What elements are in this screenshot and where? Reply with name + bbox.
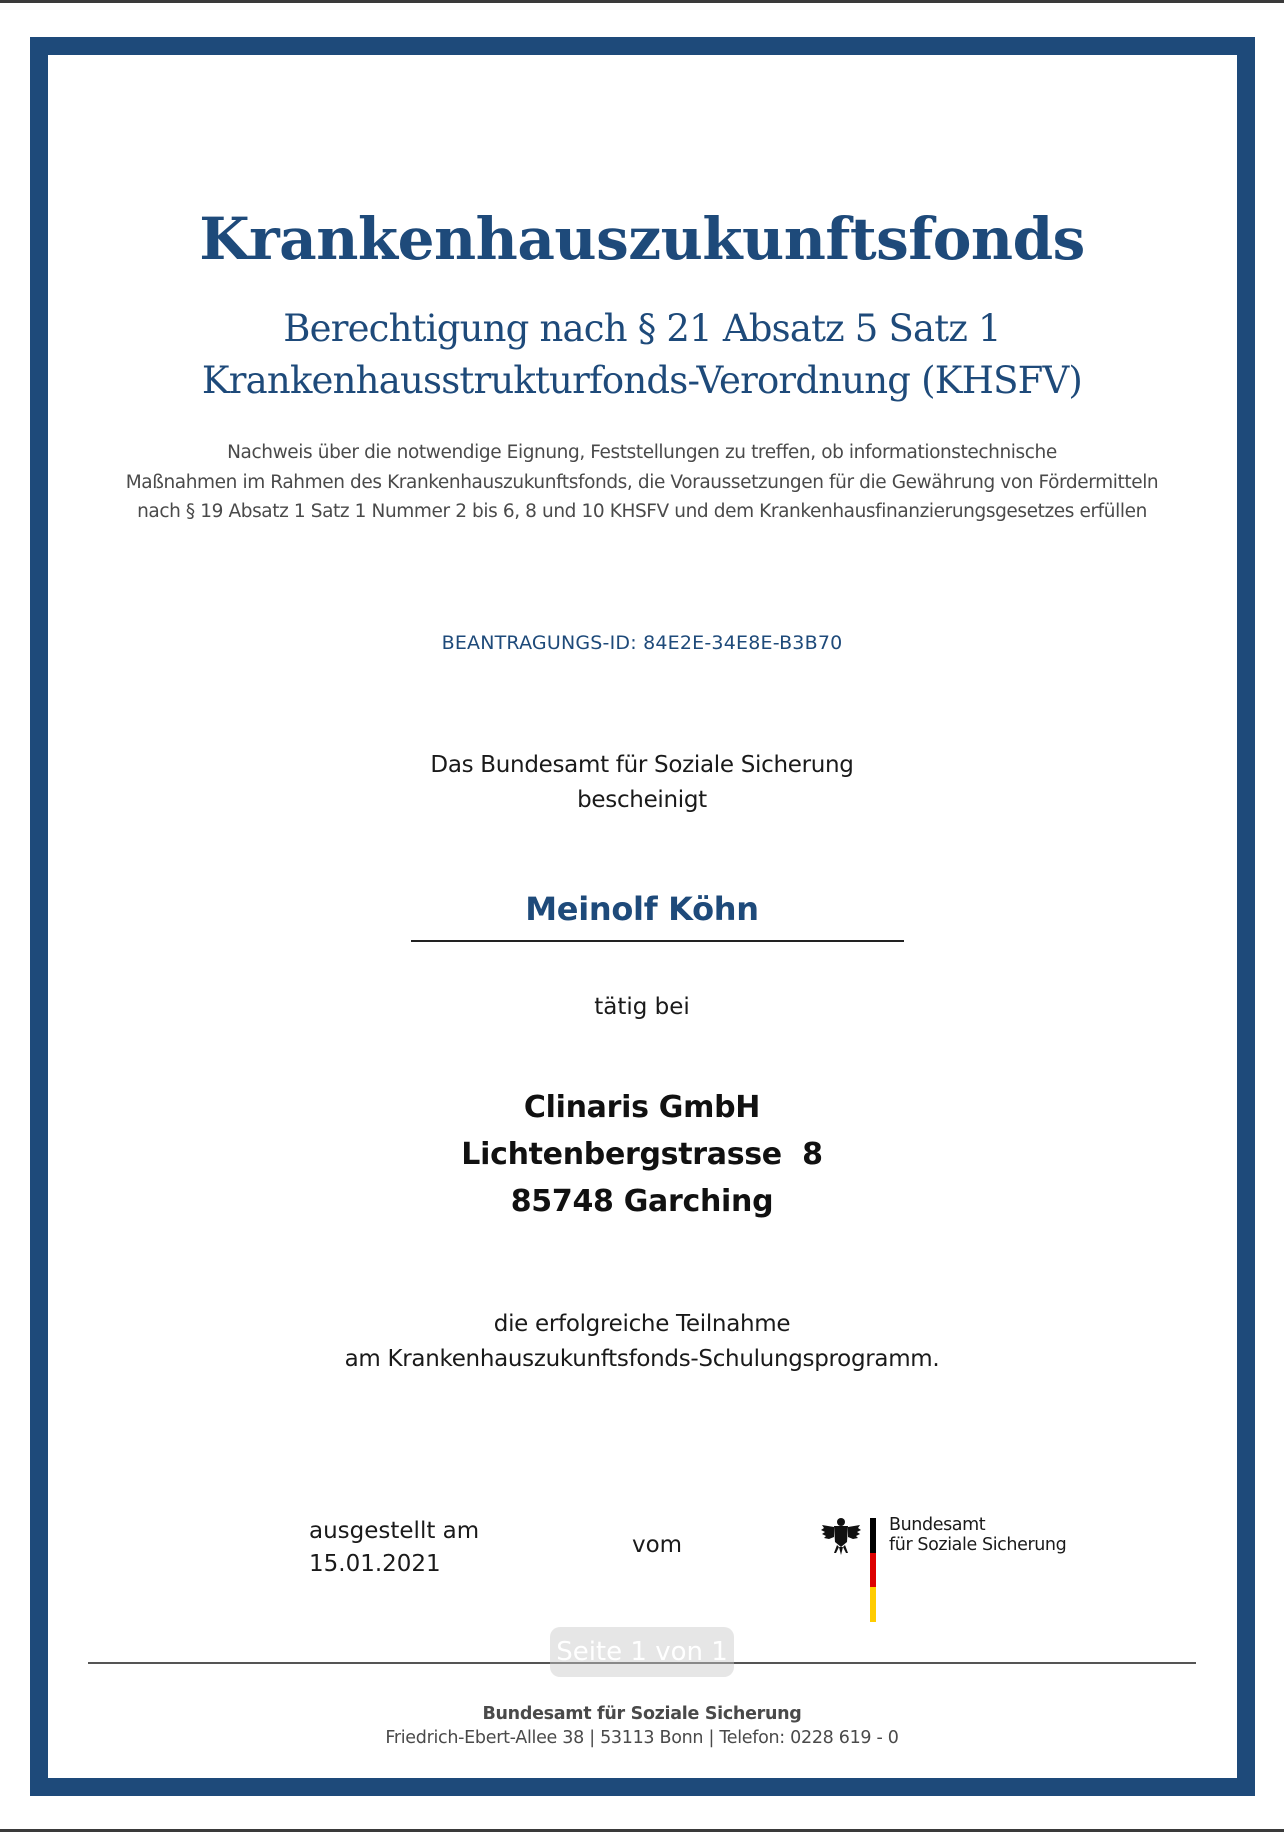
logo-text-line: Bundesamt bbox=[889, 1515, 986, 1535]
issuer-statement bbox=[0, 748, 1284, 818]
footer-organization: Bundesamt für Soziale Sicherung bbox=[482, 1704, 802, 1724]
footer-address: Friedrich-Ebert-Allee 38 | 53113 Bonn | Telefon: 0228 619 - 0 bbox=[385, 1728, 899, 1748]
application-id: BEANTRAGUNGS-ID: 84E2E-34E8E-B3B70 bbox=[441, 632, 843, 654]
employed-at-label: tätig bei bbox=[594, 994, 690, 1020]
participation-line: die erfolgreiche Teilnahme bbox=[493, 1311, 791, 1337]
description-line: nach § 19 Absatz 1 Satz 1 Nummer 2 bis 6, 8 und 10 KHSFV und dem Krankenhausfinanzierungsgesetzes erfüllen bbox=[137, 501, 1147, 522]
certificate-subtitle bbox=[0, 303, 1284, 407]
participation-statement bbox=[0, 1307, 1284, 1377]
logo-text bbox=[889, 1515, 1066, 1555]
bas-logo bbox=[820, 1515, 1090, 1625]
logo-text-line: für Soziale Sicherung bbox=[889, 1535, 1067, 1555]
issued-label: ausgestellt am bbox=[309, 1518, 480, 1544]
certificate-title: Krankenhauszukunftsfonds bbox=[199, 205, 1085, 273]
subtitle-line: Krankenhausstrukturfonds-Verordnung (KHSFV) bbox=[201, 359, 1083, 402]
subtitle-line: Berechtigung nach § 21 Absatz 5 Satz 1 bbox=[283, 307, 1001, 350]
issued-date: 15.01.2021 bbox=[309, 1551, 441, 1577]
recipient-name: Meinolf Köhn bbox=[525, 890, 759, 928]
name-underline bbox=[411, 940, 904, 942]
company-name: Clinaris GmbH bbox=[523, 1090, 761, 1125]
company-city: 85748 Garching bbox=[510, 1184, 774, 1219]
federal-eagle-icon bbox=[820, 1515, 862, 1557]
description-line: Nachweis über die notwendige Eignung, Feststellungen zu treffen, ob informationstechnische bbox=[227, 442, 1057, 463]
issuer-line: Das Bundesamt für Soziale Sicherung bbox=[430, 752, 854, 778]
company-street: Lichtenbergstrasse 8 bbox=[461, 1137, 823, 1172]
page-indicator: Seite 1 von 1 bbox=[550, 1627, 734, 1677]
flag-gold bbox=[870, 1587, 876, 1622]
from-label: vom bbox=[632, 1532, 683, 1558]
participation-line: am Krankenhauszukunftsfonds-Schulungsprogramm. bbox=[344, 1346, 940, 1372]
issuer-line: bescheinigt bbox=[577, 787, 707, 813]
flag-black bbox=[870, 1518, 876, 1553]
flag-stripe bbox=[870, 1518, 876, 1622]
description-line: Maßnahmen im Rahmen des Krankenhauszukunftsfonds, die Voraussetzungen für die Gewährung von Fördermitteln bbox=[125, 471, 1159, 493]
certificate-description bbox=[0, 438, 1284, 527]
flag-red bbox=[870, 1553, 876, 1588]
window-top-edge bbox=[0, 0, 1284, 3]
company-address bbox=[0, 1084, 1284, 1225]
